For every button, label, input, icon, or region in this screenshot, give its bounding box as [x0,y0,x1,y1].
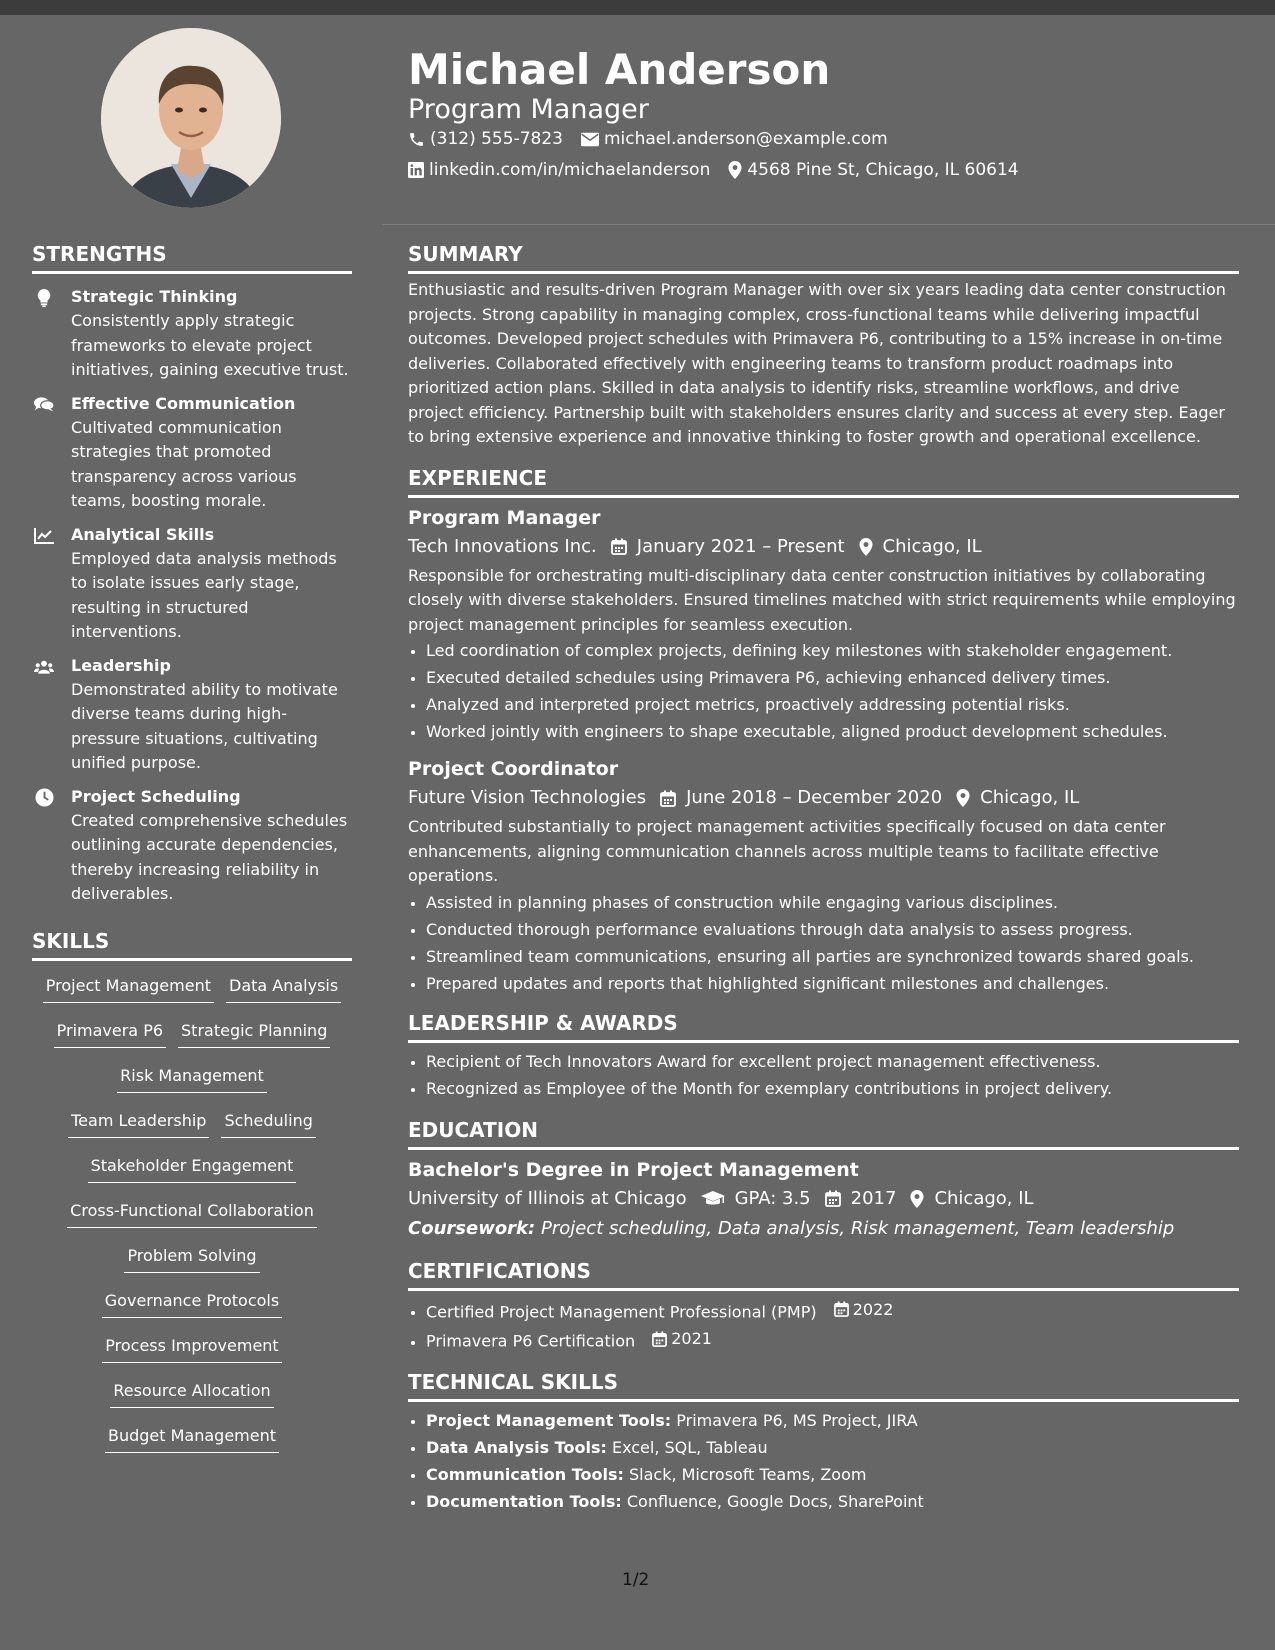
skill-row [32,1424,352,1469]
certification-item [426,1325,1239,1355]
candidate-name: Michael Anderson [408,45,831,94]
linkedin-contact[interactable] [408,158,710,182]
main-content [408,240,1239,1515]
map-marker-icon [728,161,742,179]
phone-icon [408,131,425,148]
skill-row [32,1289,352,1334]
job-company: Tech Innovations Inc. [408,535,597,557]
certification-name: Certified Project Management Professional (PMP) [426,1302,817,1321]
coursework-text: Project scheduling, Data analysis, Risk management, Team leadership [540,1217,1175,1239]
candidate-title: Program Manager [408,94,649,125]
certification-name: Primavera P6 Certification [426,1331,636,1351]
linkedin-icon [408,162,424,178]
strength-item [32,654,352,776]
skill-row [32,1064,352,1109]
calendar-icon [652,1331,667,1347]
certifications-rule [408,1288,1239,1291]
skill-tag: Team Leadership [68,1109,209,1138]
school-location: Chicago, IL [934,1187,1034,1209]
job-meta [408,783,1239,813]
strengths-heading: STRENGTHS [32,242,167,266]
job-bullet: • Assisted in planning phases of construction while engaging various disciplines. [426,889,1239,916]
strength-desc: Cultivated communication strategies that promoted transparency across various teams, boosting morale. [71,417,297,510]
clock-icon [34,788,54,808]
calendar-icon [611,538,627,555]
sidebar [32,240,352,1469]
strength-title: Project Scheduling [71,786,241,806]
technical-skill-value: Primavera P6, MS Project, JIRA [676,1410,918,1430]
job-bullet: • Conducted thorough performance evaluations through data analysis to assess progress. [426,916,1239,943]
skill-row [32,1109,352,1154]
awards-list [408,1048,1239,1102]
skill-tag: Governance Protocols [102,1289,282,1318]
email-text: michael.anderson@example.com [603,129,888,149]
skills-heading: SKILLS [32,928,110,953]
strength-item [32,392,352,514]
summary-heading: SUMMARY [408,242,523,266]
skill-tag: Process Improvement [102,1334,281,1363]
skill-tag: Problem Solving [124,1244,259,1273]
graduation-year: 2017 [850,1187,897,1209]
certification-item [426,1296,1239,1326]
skill-row [32,1019,352,1064]
linkedin-text: linkedin.com/in/michaelanderson [429,160,711,180]
email-contact[interactable] [581,127,888,151]
skill-tag: Cross-Functional Collaboration [67,1199,317,1228]
certification-year: 2022 [852,1299,894,1319]
skills-list [32,974,352,1469]
lightbulb-icon [34,288,54,308]
technical-skill-item [426,1461,1239,1488]
awards-heading: LEADERSHIP & AWARDS [408,1010,678,1035]
job-dates: January 2021 – Present [636,535,845,557]
degree-title: Bachelor's Degree in Project Management [408,1158,859,1181]
calendar-icon [834,1301,849,1317]
job-description: Contributed substantially to project management activities specifically focused on data center enhancements, aligning communication channels across multiple teams to facilitate effective operations. [408,817,1166,885]
experience-heading: EXPERIENCE [408,465,547,490]
page-number: 1/2 [622,1570,650,1590]
job-location: Chicago, IL [882,535,982,557]
phone-contact[interactable] [408,127,563,151]
education-heading: EDUCATION [408,1117,538,1142]
job-description: Responsible for orchestrating multi-disciplinary data center construction initiatives by collaborating closely with diverse stakeholders. Ensured timelines matched with strict requirements while employing project management principles for seamless execution. [408,565,1236,634]
gpa-text: GPA: 3.5 [734,1187,811,1209]
job-bullet: • Streamlined team communications, ensuring all parties are synchronized towards shared goals. [426,943,1239,970]
job-bullet: • Executed detailed schedules using Primavera P6, achieving enhanced delivery times. [426,664,1239,691]
skill-tag: Stakeholder Engagement [88,1154,297,1183]
job-dates: June 2018 – December 2020 [686,787,943,808]
technical-skill-item [426,1407,1239,1434]
job-bullet: • Led coordination of complex projects, defining key milestones with stakeholder engagement. [426,637,1239,664]
job-company: Future Vision Technologies [408,787,647,808]
job-location: Chicago, IL [980,787,1080,808]
job-meta [408,532,1239,562]
header-divider [382,224,1275,225]
skill-row [32,974,352,1019]
skill-row [32,1154,352,1199]
address-contact [728,158,1018,182]
strength-desc: Employed data analysis methods to isolate issues early stage, resulting in structured interventions. [71,548,337,641]
skill-row [32,1379,352,1424]
map-marker-icon [956,789,970,807]
skill-tag: Scheduling [221,1109,315,1138]
job-bullet: • Analyzed and interpreted project metrics, proactively addressing potential risks. [426,691,1239,718]
education-rule [408,1147,1239,1150]
skill-row [32,1334,352,1379]
job-role: Project Coordinator [408,758,619,780]
coursework-label: Coursework: [408,1217,536,1239]
strengths-rule [32,271,352,274]
technical-skill-item [426,1488,1239,1515]
technical-skill-value: Excel, SQL, Tableau [611,1437,768,1457]
job-bullets [408,637,1239,745]
technical-skill-label: Data Analysis Tools: [426,1437,607,1457]
strength-title: Strategic Thinking [71,287,238,306]
strength-item [32,523,352,645]
technical-skills-list [408,1407,1239,1515]
strength-desc: Demonstrated ability to motivate diverse teams during high-pressure situations, cultivating unified purpose. [71,679,338,772]
certification-date [834,1296,894,1323]
certifications-heading: CERTIFICATIONS [408,1258,591,1283]
strengths-list [32,285,352,907]
job-role: Program Manager [408,506,601,529]
skills-rule [32,958,352,961]
experience-rule [408,495,1239,498]
map-marker-icon [859,538,873,556]
profile-photo [101,28,281,208]
education-meta [408,1184,1239,1214]
strength-title: Analytical Skills [71,524,215,544]
skill-tag: Primavera P6 [54,1019,166,1048]
job-entry [408,504,1239,746]
envelope-icon [581,132,599,147]
address-text: 4568 Pine St, Chicago, IL 60614 [747,160,1019,180]
skill-tag: Data Analysis [226,974,341,1003]
technical-skill-label: Project Management Tools: [426,1410,672,1430]
award-item: • Recipient of Tech Innovators Award for excellent project management effectiveness. [426,1048,1239,1075]
strength-title: Effective Communication [71,393,296,413]
certification-year: 2021 [671,1329,712,1348]
summary-rule [408,271,1239,274]
chart-line-icon [34,526,54,546]
skill-tag: Strategic Planning [178,1019,330,1048]
skill-tag: Risk Management [117,1064,267,1093]
coursework [408,1214,1239,1244]
skill-row [32,1199,352,1244]
graduation-cap-icon [701,1191,725,1207]
skill-row [32,1244,352,1289]
job-bullet: • Prepared updates and reports that highlighted significant milestones and challenges. [426,970,1239,997]
technical-skill-value: Slack, Microsoft Teams, Zoom [628,1464,867,1484]
technical-skills-rule [408,1399,1239,1402]
skill-tag: Resource Allocation [110,1379,273,1408]
strength-desc: Created comprehensive schedules outlining accurate dependencies, thereby increasing reliability in deliverables. [71,810,348,903]
summary-text: Enthusiastic and results-driven Program Manager with over six years leading data center construction projects. Strong capability in managing complex, cross-functional teams while delivering impactful outcomes. Developed project schedules with Primavera P6, contributing to a 15% increase in on-time deliveries. Collaborated effectively with engineering teams to transform product roadmaps into prioritized action plans. Skilled in data analysis to identify risks, streamline workflows, and drive project efficiency. Partnership built with stakeholders ensures clarity and success at every step. Eager to bring extensive experience and innovative thinking to foster growth and operational excellence. [408,280,1226,446]
job-entry [408,755,1239,997]
users-icon [34,657,54,677]
strength-desc: Consistently apply strategic frameworks to elevate project initiatives, gaining executive trust. [71,311,349,379]
skill-tag: Project Management [43,974,214,1003]
technical-skill-item [426,1434,1239,1461]
awards-rule [408,1040,1239,1043]
strength-item [32,785,352,907]
contact-row-1 [408,127,906,151]
certification-date [652,1325,712,1352]
skill-tag: Budget Management [105,1424,279,1453]
strength-item [32,285,352,383]
top-bar [0,0,1275,15]
technical-skill-label: Documentation Tools: [426,1491,622,1511]
comments-icon [34,395,54,415]
award-item: • Recognized as Employee of the Month for exemplary contributions in project delivery. [426,1075,1239,1102]
job-bullet: • Worked jointly with engineers to shape executable, aligned product development schedules. [426,718,1239,745]
strength-title: Leadership [71,655,171,675]
school-name: University of Illinois at Chicago [408,1187,687,1209]
map-marker-icon [910,1190,924,1208]
contact-row-2 [408,158,1037,182]
calendar-icon [825,1190,841,1207]
technical-skill-label: Communication Tools: [426,1464,624,1484]
calendar-icon [660,790,676,807]
job-bullets [408,889,1239,997]
technical-skills-heading: TECHNICAL SKILLS [408,1369,618,1394]
phone-text: (312) 555-7823 [430,129,563,149]
certifications-list [408,1296,1239,1355]
technical-skill-value: Confluence, Google Docs, SharePoint [626,1491,924,1511]
